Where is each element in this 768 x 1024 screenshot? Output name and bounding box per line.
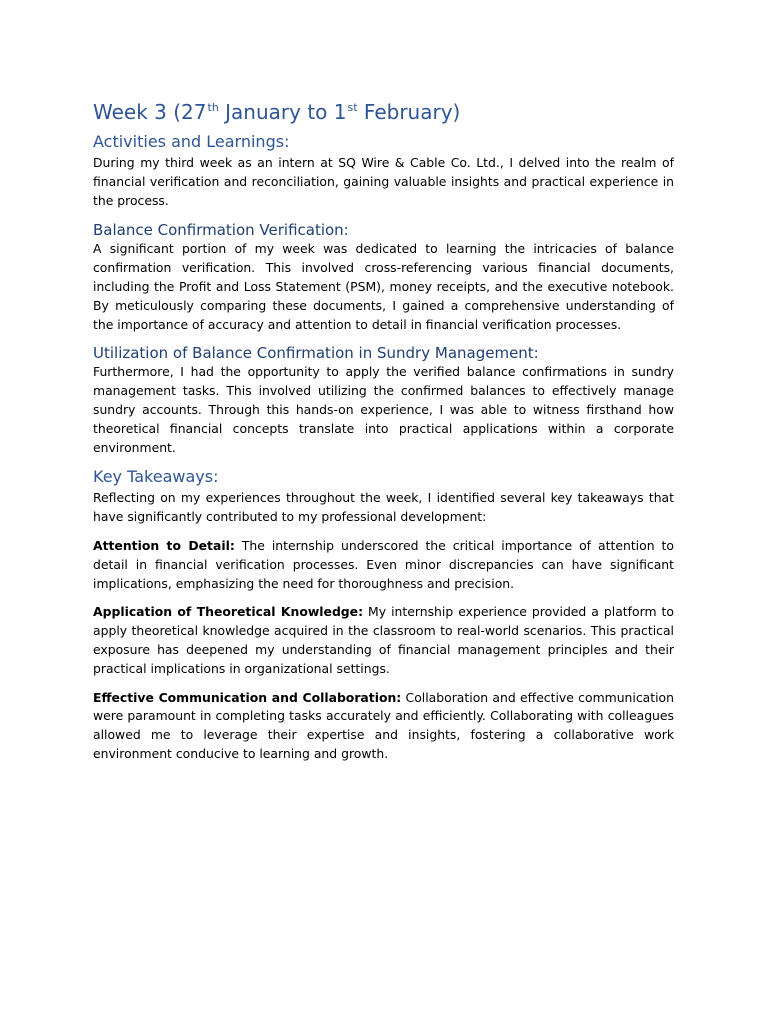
takeaway-text: The internship underscored the critical importance of attention to detail in financial verification processes. Even minor discrepancies can have significant implications, emphasizing the need for thoroughness and precision.	[93, 537, 674, 591]
page-title	[93, 98, 674, 130]
takeaway-label: Application of Theoretical Knowledge:	[93, 604, 364, 620]
balance-heading: Balance Confirmation Verification:	[93, 221, 349, 240]
activities-heading: Activities and Learnings:	[93, 132, 290, 151]
title-superscript-st: st	[347, 101, 358, 114]
takeaways-intro: Reflecting on my experiences throughout the week, I identified several key takeaways that have significantly contributed to my professional development:	[93, 490, 674, 525]
balance-paragraph: A significant portion of my week was dedicated to learning the intricacies of balance confirmation verification. This involved cross-referencing various financial documents, including the Profit and Loss Statement (PSM), money receipts, and the executive notebook. By meticulously comparing these documents, I gained a comprehensive understanding of the importance of accuracy and attention to detail in financial verification processes.	[93, 241, 674, 332]
utilization-paragraph: Furthermore, I had the opportunity to apply the verified balance confirmations in sundry management tasks. This involved utilizing the confirmed balances to effectively manage sundry accounts. Through this hands-on experience, I was able to witness firsthand how theoretical financial concepts translate into practical applications within a corporate environment.	[93, 364, 674, 455]
takeaway-text: Collaboration and effective communication were paramount in completing tasks accurately and efficiently. Collaborating with colleagues allowed me to leverage their expertise and insights, fostering a collaborative work environment conducive to learning and growth.	[93, 689, 674, 761]
title-suffix: February)	[357, 100, 461, 124]
takeaway-label: Effective Communication and Collaboration:	[93, 689, 402, 705]
takeaway-communication	[93, 689, 674, 764]
title-middle: January to 1	[218, 100, 347, 124]
takeaway-label: Attention to Detail:	[93, 537, 235, 553]
takeaways-heading: Key Takeaways:	[93, 467, 219, 487]
title-superscript-th: th	[207, 101, 219, 114]
activities-paragraph: During my third week as an intern at SQ Wire & Cable Co. Ltd., I delved into the realm of financial verification and reconciliation, gaining valuable insights and practical experience in the process.	[93, 155, 674, 208]
title-prefix: Week 3 (27	[93, 100, 207, 124]
takeaway-attention	[93, 537, 674, 593]
takeaway-theory	[93, 603, 674, 678]
takeaway-text: My internship experience provided a platform to apply theoretical knowledge acquired in the classroom to real-world scenarios. This practical exposure has deepened my understanding of financial management principles and their practical implications in organizational settings.	[93, 604, 674, 676]
utilization-heading: Utilization of Balance Confirmation in Sundry Management:	[93, 344, 539, 363]
document-body	[93, 98, 674, 764]
